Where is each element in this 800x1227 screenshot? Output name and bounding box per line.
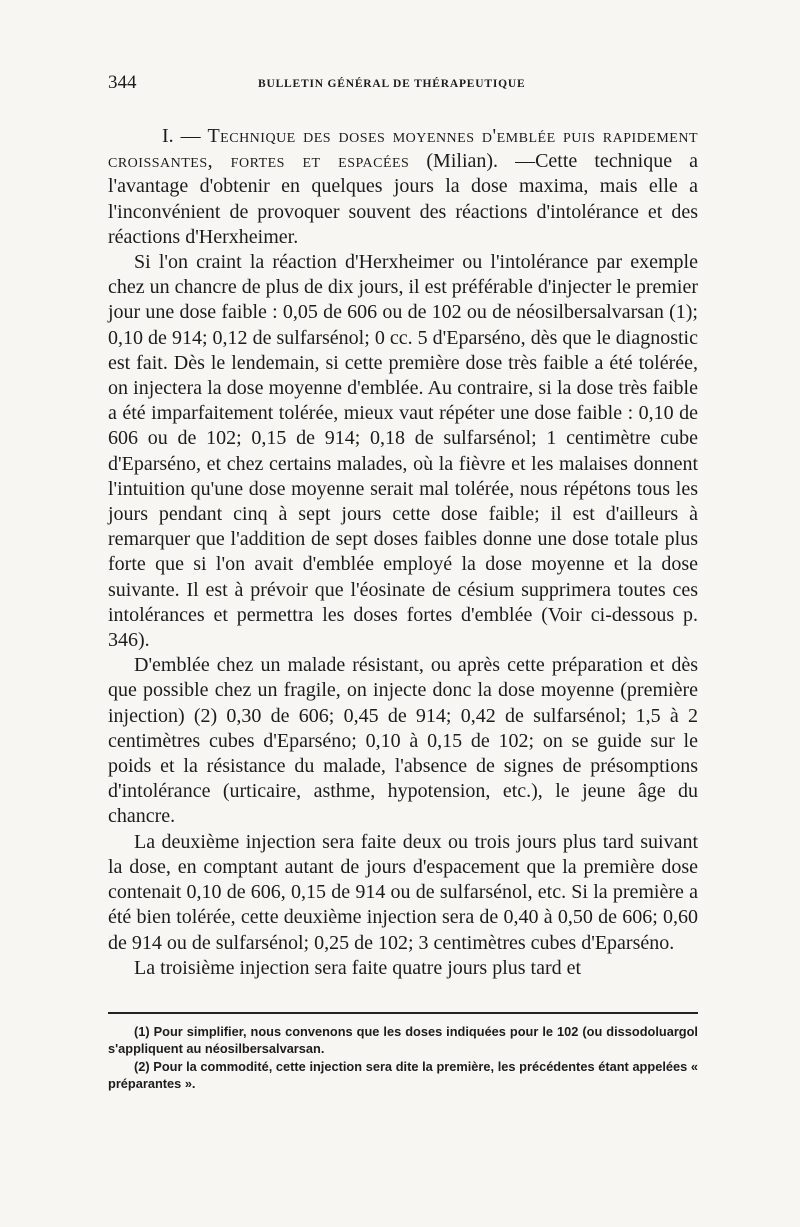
document-page	[108, 66, 698, 1093]
footnote-divider	[108, 1012, 698, 1014]
paragraph: La troisième injection sera faite quatre jours plus tard et	[134, 956, 582, 979]
section-heading: Technique des doses moyennes d'emblée puis rapidement croissantes, fortes et espacées	[108, 125, 698, 173]
footnote: (2) Pour la commodité, cette injection sera dite la première, les précédentes étant appelées « préparantes ».	[108, 1058, 698, 1092]
section-numeral: I. —	[162, 125, 201, 147]
section-intro: —Cette technique a l'avantage d'obtenir en quelques jours la dose maxima, mais elle a l'inconvénient de provoquer souvent des réactions d'intolérance et des réactions d'Herxheimer.	[108, 150, 699, 248]
paragraph: Si l'on craint la réaction d'Herxheimer ou l'intolérance par exemple chez un chancre de plus de dix jours, il est préférable d'injecter le premier jour une dose faible : 0,05 de 606 ou de 102 ou de néosilbersalvarsan (1); 0,10 de 914; 0,12 de sulfarsénol; 0 cc. 5 d'Eparséno, dès que le diagnostic est fait. Dès le lendemain, si cette première dose très faible a été tolérée, on injectera la dose moyenne d'emblée. Au contraire, si la dose très faible a été imparfaitement tolérée, mieux vaut répéter une dose faible : 0,10 de 606 ou de 102; 0,15 de 914; 0,18 de sulfarsénol; 1 centimètre cube d'Eparséno, et chez certains malades, où la fièvre et les malaises donnent l'intuition qu'une dose moyenne serait mal tolérée, nous répétons tous les jours pendant cinq à sept jours cette dose faible; il est d'ailleurs à remarquer que l'addition de sept doses faibles donne une dose totale plus forte que si l'on avait d'emblée employé la dose moyenne et la dose suivante. Il est à prévoir que l'éosinate de césium supprimera toutes ces intolérances et permettra les doses fortes d'emblée (Voir ci-dessous p. 346).	[108, 251, 699, 652]
paragraph: D'emblée chez un malade résistant, ou après cette préparation et dès que possible chez un fragile, on injecte donc la dose moyenne (première injection) (2) 0,30 de 606; 0,45 de 914; 0,42 de sulfarsénol; 1,5 à 2 centimètres cubes d'Eparséno; 0,10 à 0,15 de 102; on se guide sur le poids et la résistance du malade, l'absence de signes de présomptions d'intolérance (urticaire, asthme, hypotension, etc.), le jeune âge du chancre.	[108, 654, 698, 828]
main-text	[108, 124, 698, 981]
running-title: BULLETIN GÉNÉRAL DE THÉRAPEUTIQUE	[258, 78, 526, 90]
footnote: (1) Pour simplifier, nous convenons que les doses indiquées pour le 102 (ou dissodoluargol s'appliquent au néosilbersalvarsan.	[108, 1023, 698, 1057]
page-header	[108, 66, 698, 100]
page-number: 344	[108, 72, 137, 93]
section-heading-paragraph	[108, 124, 698, 250]
paragraph: La deuxième injection sera faite deux ou trois jours plus tard suivant la dose, en comptant autant de jours d'espacement que la première dose contenait 0,10 de 606, 0,15 de 914 ou de sulfarsénol, etc. Si la première a été bien tolérée, cette deuxième injection sera de 0,40 à 0,50 de 606; 0,60 de 914 ou de sulfarsénol; 0,25 de 102; 3 centimètres cubes d'Eparséno.	[108, 830, 698, 954]
section-author: (Milian).	[426, 150, 499, 173]
footnotes	[108, 1023, 698, 1093]
